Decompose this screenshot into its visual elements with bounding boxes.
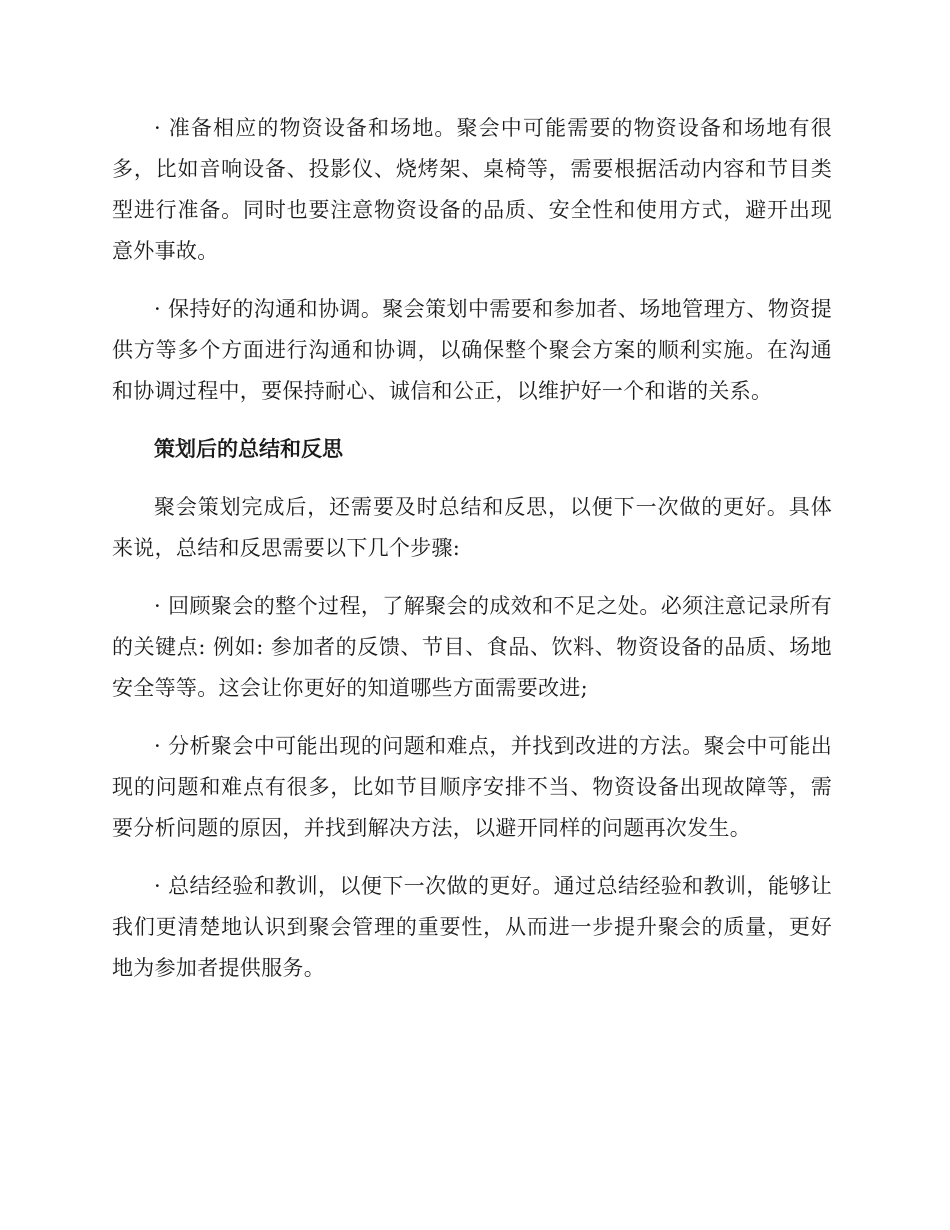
intro-paragraph: 聚会策划完成后，还需要及时总结和反思，以便下一次做的更好。具体来说，总结和反思需要以下几个步骤:	[112, 495, 832, 560]
bullet-paragraph-lessons: · 总结经验和教训，以便下一次做的更好。通过总结经验和教训，能够让我们更清楚地认识到聚会管理的重要性，从而进一步提升聚会的质量，更好地为参加者提供服务。	[112, 874, 832, 980]
bullet-paragraph-review: · 回顾聚会的整个过程，了解聚会的成效和不足之处。必须注意记录所有的关键点: 例如: 参加者的反馈、节目、食品、饮料、物资设备的品质、场地安全等等。这会让你更好的知道哪些方面需要改进;	[112, 594, 832, 700]
document-page	[112, 108, 832, 1006]
bullet-paragraph-communication: · 保持好的沟通和协调。聚会策划中需要和参加者、场地管理方、物资提供方等多个方面进行沟通和协调，以确保整个聚会方案的顺利实施。在沟通和协调过程中，要保持耐心、诚信和公正，以维护好一个和谐的关系。	[112, 297, 832, 403]
bullet-paragraph-materials: · 准备相应的物资设备和场地。聚会中可能需要的物资设备和场地有很多，比如音响设备、投影仪、烧烤架、桌椅等，需要根据活动内容和节目类型进行准备。同时也要注意物资设备的品质、安全性和使用方式，避开出现意外事故。	[112, 116, 832, 263]
section-heading: 策划后的总结和反思	[154, 437, 343, 461]
bullet-paragraph-analysis: · 分析聚会中可能出现的问题和难点，并找到改进的方法。聚会中可能出现的问题和难点有很多，比如节目顺序安排不当、物资设备出现故障等，需要分析问题的原因，并找到解决方法，以避开同样的问题再次发生。	[112, 734, 832, 840]
